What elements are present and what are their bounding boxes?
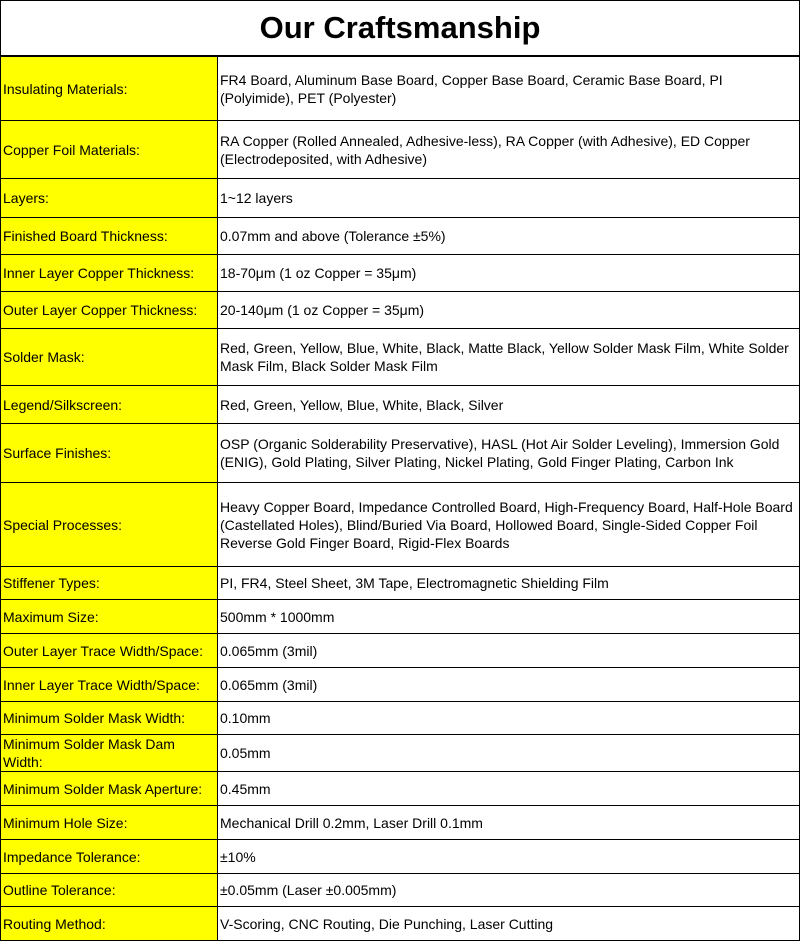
table-row [1,57,800,121]
row-label: Outer Layer Copper Thickness: [1,292,218,329]
row-label: Impedance Tolerance: [1,840,218,874]
row-label: Inner Layer Trace Width/Space: [1,668,218,702]
row-value: Red, Green, Yellow, Blue, White, Black, Matte Black, Yellow Solder Mask Film, White Solder Mask Film, Black Solder Mask Film [218,329,800,386]
row-label: Surface Finishes: [1,424,218,483]
row-label: Finished Board Thickness: [1,218,218,255]
row-label: Legend/Silkscreen: [1,386,218,424]
table-row [1,179,800,218]
table-row [1,634,800,668]
row-value: V-Scoring, CNC Routing, Die Punching, Laser Cutting [218,907,800,941]
row-value: 0.07mm and above (Tolerance ±5%) [218,218,800,255]
row-value: ±0.05mm (Laser ±0.005mm) [218,874,800,907]
row-value: Mechanical Drill 0.2mm, Laser Drill 0.1mm [218,806,800,840]
table-row [1,121,800,179]
row-value: 0.10mm [218,702,800,735]
table-row [1,567,800,600]
row-label: Inner Layer Copper Thickness: [1,255,218,292]
table-row [1,483,800,567]
row-label: Minimum Solder Mask Aperture: [1,772,218,806]
row-label: Routing Method: [1,907,218,941]
row-value: 500mm * 1000mm [218,600,800,634]
row-value: 20-140μm (1 oz Copper = 35μm) [218,292,800,329]
row-value: OSP (Organic Solderability Preservative), HASL (Hot Air Solder Leveling), Immersion Gold (ENIG), Gold Plating, Silver Plating, Nickel Plating, Gold Finger Plating, Carbon Ink [218,424,800,483]
table-row [1,668,800,702]
row-value: 18-70μm (1 oz Copper = 35μm) [218,255,800,292]
row-label: Copper Foil Materials: [1,121,218,179]
row-value: 1~12 layers [218,179,800,218]
row-value: ±10% [218,840,800,874]
row-label: Maximum Size: [1,600,218,634]
row-label: Minimum Solder Mask Dam Width: [1,735,218,772]
table-row [1,292,800,329]
page-title: Our Craftsmanship [0,0,800,56]
row-value: 0.45mm [218,772,800,806]
table-row [1,386,800,424]
table-row [1,840,800,874]
row-label: Solder Mask: [1,329,218,386]
row-value: Red, Green, Yellow, Blue, White, Black, Silver [218,386,800,424]
table-row [1,702,800,735]
row-label: Minimum Solder Mask Width: [1,702,218,735]
table-row [1,600,800,634]
row-label: Stiffener Types: [1,567,218,600]
row-label: Minimum Hole Size: [1,806,218,840]
spec-table [0,56,800,941]
row-value: Heavy Copper Board, Impedance Controlled Board, High-Frequency Board, Half-Hole Board (Castellated Holes), Blind/Buried Via Board, Hollowed Board, Single-Sided Copper Foil Reverse Gold Finger Board, Rigid-Flex Boards [218,483,800,567]
row-value: 0.065mm (3mil) [218,668,800,702]
row-value: 0.05mm [218,735,800,772]
row-label: Outline Tolerance: [1,874,218,907]
table-row [1,424,800,483]
table-row [1,218,800,255]
row-label: Special Processes: [1,483,218,567]
row-value: FR4 Board, Aluminum Base Board, Copper Base Board, Ceramic Base Board, PI (Polyimide), PET (Polyester) [218,57,800,121]
row-label: Outer Layer Trace Width/Space: [1,634,218,668]
row-label: Layers: [1,179,218,218]
table-row [1,806,800,840]
row-label: Insulating Materials: [1,57,218,121]
row-value: RA Copper (Rolled Annealed, Adhesive-less), RA Copper (with Adhesive), ED Copper (Electrodeposited, with Adhesive) [218,121,800,179]
table-row [1,874,800,907]
table-row [1,735,800,772]
table-row [1,329,800,386]
table-row [1,772,800,806]
table-row [1,255,800,292]
row-value: PI, FR4, Steel Sheet, 3M Tape, Electromagnetic Shielding Film [218,567,800,600]
row-value: 0.065mm (3mil) [218,634,800,668]
table-row [1,907,800,941]
